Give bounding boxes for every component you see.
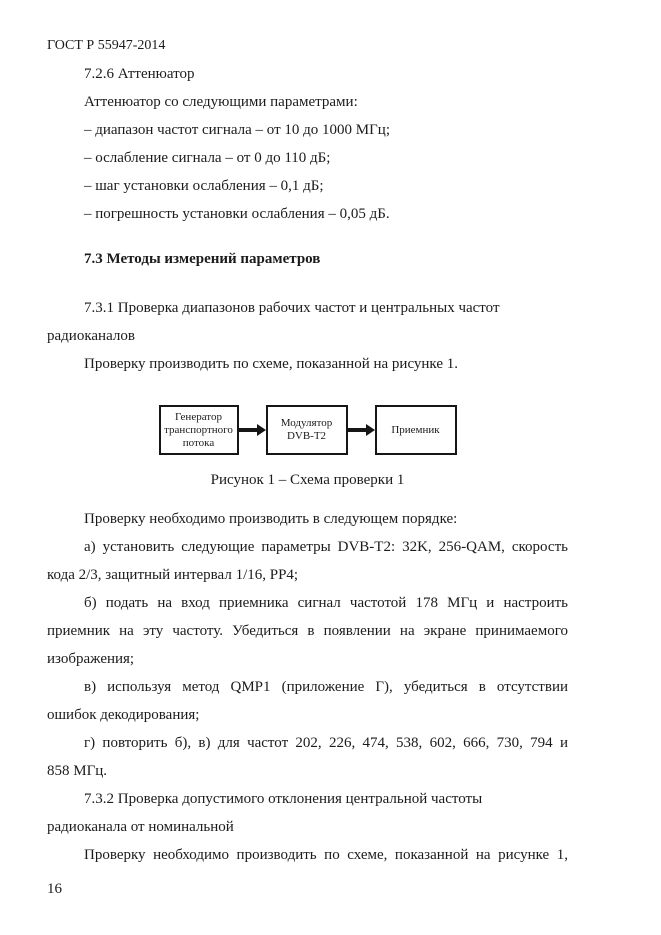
list-item-accuracy: – погрешность установки ослабления – 0,05 дБ. (84, 206, 390, 222)
arrow-head (366, 424, 375, 436)
procedure-step-v: в) используя метод QMP1 (приложение Г), убедиться в отсутствии (84, 679, 568, 695)
document-header: ГОСТ Р 55947-2014 (47, 38, 166, 53)
text-line: Проверку необходимо производить в следующем порядке: (84, 511, 458, 527)
arrow-right-icon (348, 424, 375, 436)
procedure-step-a: а) установить следующие параметры DVB-T2: 32K, 256-QAM, скорость (84, 539, 568, 555)
diagram-box-label: Генератор транспортного потока (164, 410, 233, 449)
arrow-line (348, 428, 366, 432)
text-line: 858 МГц. (47, 763, 108, 779)
diagram-box-label: Приемник (391, 423, 440, 436)
section-heading-7-3-2: 7.3.2 Проверка допустимого отклонения центральной частоты (84, 791, 483, 807)
list-item-frequency-range: – диапазон частот сигнала – от 10 до 1000 МГц; (84, 122, 390, 138)
diagram-box-transport-stream-generator (159, 405, 239, 455)
section-heading-7-3: 7.3 Методы измерений параметров (84, 251, 321, 267)
text-line: радиоканала от номинальной (47, 819, 234, 835)
figure-1-diagram (47, 405, 568, 455)
section-heading-7-3-1: 7.3.1 Проверка диапазонов рабочих частот и центральных частот (84, 300, 500, 316)
text-line: радиоканалов (47, 328, 135, 344)
arrow-line (239, 428, 257, 432)
section-number-7-2-6: 7.2.6 Аттенюатор (84, 66, 195, 82)
procedure-step-g: г) повторить б), в) для частот 202, 226, 474, 538, 602, 666, 730, 794 и (84, 735, 568, 751)
figure-caption: Рисунок 1 – Схема проверки 1 (210, 472, 405, 488)
text-line: изображения; (47, 651, 135, 667)
text-line: Проверку необходимо производить по схеме, показанной на рисунке 1, (84, 847, 568, 863)
text-line: Аттенюатор со следующими параметрами: (84, 94, 358, 110)
text-line: кода 2/3, защитный интервал 1/16, PP4; (47, 567, 299, 583)
diagram-box-label: Модулятор DVB-T2 (280, 417, 333, 442)
arrow-head (257, 424, 266, 436)
arrow-right-icon (239, 424, 266, 436)
page-number: 16 (47, 881, 62, 897)
diagram-box-dvb-t2-modulator (266, 405, 348, 455)
list-item-attenuation: – ослабление сигнала – от 0 до 110 дБ; (84, 150, 331, 166)
text-line: ошибок декодирования; (47, 707, 200, 723)
text-line: приемник на эту частоту. Убедиться в появлении на экране принимаемого (47, 623, 568, 639)
diagram-box-receiver (375, 405, 457, 455)
procedure-step-b: б) подать на вход приемника сигнал частотой 178 МГц и настроить (84, 595, 568, 611)
list-item-step: – шаг установки ослабления – 0,1 дБ; (84, 178, 324, 194)
text-line: Проверку производить по схеме, показанной на рисунке 1. (84, 356, 458, 372)
